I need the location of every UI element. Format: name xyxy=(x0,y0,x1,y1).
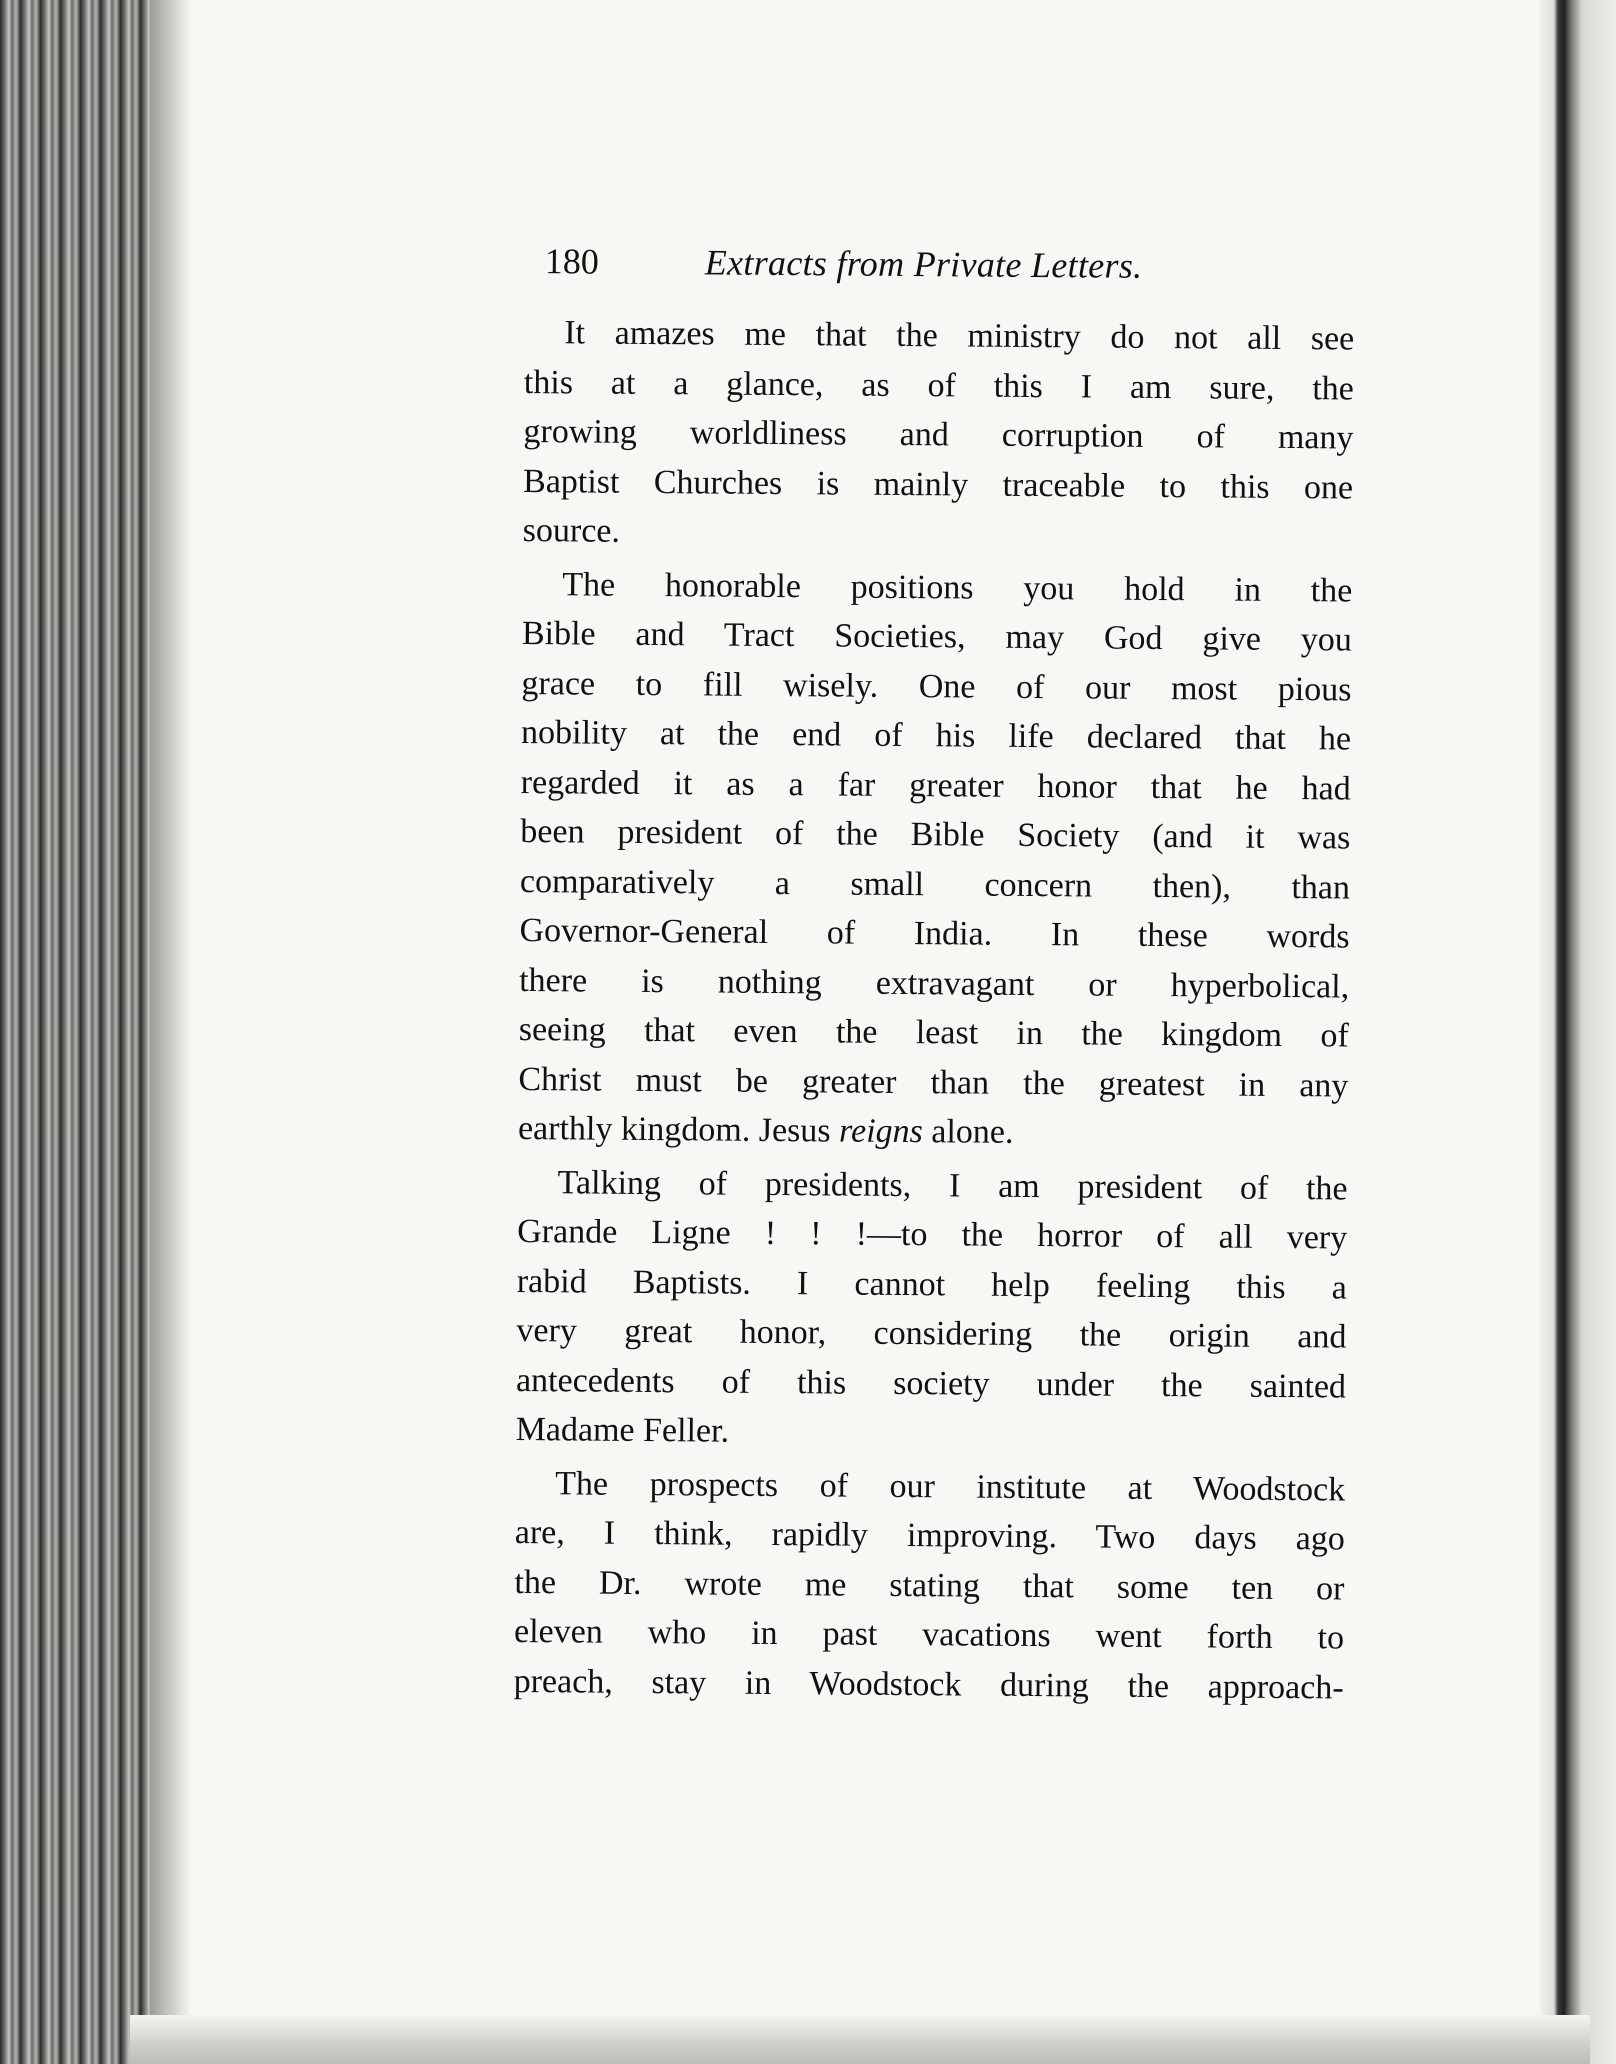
text-line-with-emphasis xyxy=(518,1104,1348,1160)
running-title: Extracts from Private Letters. xyxy=(704,242,1143,286)
text-line: The prospects of our institute at Woodstock xyxy=(555,1464,1346,1508)
paragraph-4 xyxy=(513,1458,1345,1712)
text-line: the Dr. wrote me stating that some ten or xyxy=(514,1563,1345,1607)
bottom-edge-shadow xyxy=(130,2015,1590,2064)
text-line: Governor-General of India. In these words xyxy=(519,911,1350,956)
paragraph-2 xyxy=(518,559,1353,1160)
text-line: rabid Baptists. I cannot help feeling this a xyxy=(516,1262,1347,1306)
gutter-shadow xyxy=(150,0,190,2064)
text-line: Bible and Tract Societies, may God give you xyxy=(521,614,1353,659)
text-line: this at a glance, as of this I am sure, the xyxy=(523,363,1355,408)
paragraph-1 xyxy=(523,308,1355,562)
text-line: grace to fill wisely. One of our most pious xyxy=(521,664,1352,709)
text-run: earthly kingdom. Jesus xyxy=(517,1109,840,1150)
text-line: Talking of presidents, I am president of the xyxy=(557,1163,1348,1207)
book-spine-edge xyxy=(0,0,155,2064)
text-run: alone. xyxy=(922,1113,1014,1151)
text-line: Madame Feller. xyxy=(515,1410,730,1450)
text-line: regarded it as a far greater honor that he had xyxy=(520,763,1351,808)
text-line: nobility at the end of his life declared that he xyxy=(520,713,1352,758)
text-line: been president of the Bible Society (and it was xyxy=(520,812,1351,857)
text-line: Christ must be greater than the greatest in any xyxy=(518,1060,1349,1104)
text-line: growing worldliness and corruption of many xyxy=(523,412,1354,457)
text-line: It amazes me that the ministry do not all see xyxy=(564,314,1355,358)
text-line: Grande Ligne ! ! !—to the horror of all very xyxy=(517,1212,1348,1257)
page-content xyxy=(513,240,1355,1716)
text-line: comparatively a small concern then), than xyxy=(519,862,1351,906)
text-line: eleven who in past vacations went forth to xyxy=(513,1612,1345,1657)
text-line: very great honor, considering the origin and xyxy=(516,1311,1347,1356)
text-line: seeing that even the least in the kingdom of xyxy=(518,1010,1349,1055)
facing-page-edge xyxy=(1540,0,1616,2064)
paragraph-3 xyxy=(515,1157,1347,1461)
text-line: Baptist Churches is mainly traceable to this one xyxy=(522,462,1354,507)
text-line: antecedents of this society under the sainted xyxy=(515,1361,1347,1405)
page-number: 180 xyxy=(544,241,599,282)
text-line: preach, stay in Woodstock during the approach- xyxy=(513,1662,1344,1706)
text-line: are, I think, rapidly improving. Two days ago xyxy=(514,1513,1345,1558)
emphasized-word: reigns xyxy=(838,1112,923,1151)
text-line: source. xyxy=(522,511,621,550)
text-line: The honorable positions you hold in the xyxy=(562,565,1353,610)
running-header xyxy=(525,240,1355,309)
text-line: there is nothing extravagant or hyperbolical, xyxy=(519,961,1350,1005)
